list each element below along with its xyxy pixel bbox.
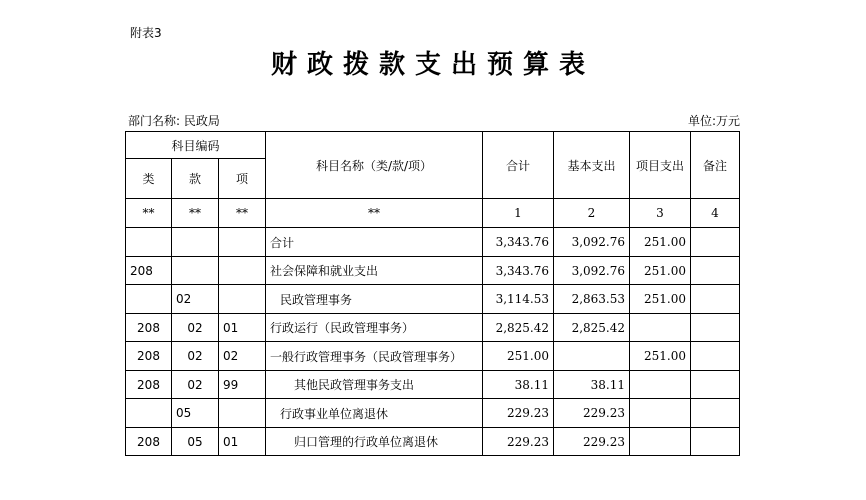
cell-kuan: ** bbox=[172, 199, 219, 228]
page-title: 财政拨款支出预算表 bbox=[270, 50, 595, 80]
cell-xiang: 01 bbox=[219, 428, 266, 456]
attachment-label: 附表3 bbox=[130, 26, 162, 40]
cell-kuan: 05 bbox=[172, 428, 219, 456]
index-row bbox=[126, 199, 740, 228]
cell-basic: 2,863.53 bbox=[554, 285, 630, 314]
cell-kuan: 02 bbox=[172, 285, 219, 314]
cell-total: 229.23 bbox=[483, 428, 554, 456]
cell-remark bbox=[691, 399, 740, 428]
cell-xiang bbox=[219, 228, 266, 257]
cell-project bbox=[630, 399, 691, 428]
cell-project: 3 bbox=[630, 199, 691, 228]
cell-lei bbox=[126, 399, 172, 428]
cell-lei: 208 bbox=[126, 257, 172, 285]
cell-xiang: 01 bbox=[219, 314, 266, 342]
cell-project: 251.00 bbox=[630, 342, 691, 371]
table-row bbox=[126, 314, 740, 342]
cell-name: 民政管理事务 bbox=[266, 285, 483, 314]
cell-lei: 208 bbox=[126, 314, 172, 342]
budget-table bbox=[125, 131, 740, 456]
cell-xiang bbox=[219, 399, 266, 428]
cell-total: 3,114.53 bbox=[483, 285, 554, 314]
unit-label: 单位:万元 bbox=[687, 114, 740, 128]
cell-lei: 208 bbox=[126, 342, 172, 371]
table-row bbox=[126, 399, 740, 428]
cell-project: 251.00 bbox=[630, 285, 691, 314]
cell-total: 251.00 bbox=[483, 342, 554, 371]
table-row bbox=[126, 257, 740, 285]
department-name: 部门名称: 民政局 bbox=[128, 114, 220, 128]
header-xiang: 项 bbox=[219, 159, 266, 199]
cell-lei: 208 bbox=[126, 371, 172, 399]
cell-project: 251.00 bbox=[630, 257, 691, 285]
cell-xiang: 02 bbox=[219, 342, 266, 371]
cell-xiang: ** bbox=[219, 199, 266, 228]
cell-kuan: 02 bbox=[172, 342, 219, 371]
cell-name: 一般行政管理事务（民政管理事务） bbox=[266, 342, 483, 371]
cell-remark bbox=[691, 285, 740, 314]
table-row bbox=[126, 342, 740, 371]
header-total: 合计 bbox=[483, 132, 554, 199]
table-row bbox=[126, 285, 740, 314]
cell-total: 1 bbox=[483, 199, 554, 228]
cell-kuan bbox=[172, 257, 219, 285]
cell-kuan: 02 bbox=[172, 371, 219, 399]
cell-name: 合计 bbox=[266, 228, 483, 257]
table-row bbox=[126, 428, 740, 456]
cell-basic: 3,092.76 bbox=[554, 228, 630, 257]
cell-basic: 3,092.76 bbox=[554, 257, 630, 285]
cell-total: 3,343.76 bbox=[483, 257, 554, 285]
header-name: 科目名称（类/款/项） bbox=[266, 132, 483, 199]
cell-lei: 208 bbox=[126, 428, 172, 456]
table-row bbox=[126, 371, 740, 399]
cell-lei bbox=[126, 285, 172, 314]
cell-basic: 2 bbox=[554, 199, 630, 228]
cell-basic: 229.23 bbox=[554, 428, 630, 456]
cell-xiang bbox=[219, 285, 266, 314]
cell-basic bbox=[554, 342, 630, 371]
cell-name: 社会保障和就业支出 bbox=[266, 257, 483, 285]
cell-basic: 38.11 bbox=[554, 371, 630, 399]
cell-remark: 4 bbox=[691, 199, 740, 228]
cell-name: 行政运行（民政管理事务） bbox=[266, 314, 483, 342]
header-code-group: 科目编码 bbox=[126, 132, 266, 159]
cell-basic: 229.23 bbox=[554, 399, 630, 428]
cell-remark bbox=[691, 257, 740, 285]
cell-kuan: 02 bbox=[172, 314, 219, 342]
cell-remark bbox=[691, 314, 740, 342]
cell-name: ** bbox=[266, 199, 483, 228]
cell-name: 归口管理的行政单位离退休 bbox=[266, 428, 483, 456]
cell-remark bbox=[691, 371, 740, 399]
cell-total: 3,343.76 bbox=[483, 228, 554, 257]
cell-basic: 2,825.42 bbox=[554, 314, 630, 342]
cell-project: 251.00 bbox=[630, 228, 691, 257]
header-basic: 基本支出 bbox=[554, 132, 630, 199]
header-remark: 备注 bbox=[691, 132, 740, 199]
cell-project bbox=[630, 314, 691, 342]
header-lei: 类 bbox=[126, 159, 172, 199]
cell-xiang: 99 bbox=[219, 371, 266, 399]
cell-remark bbox=[691, 428, 740, 456]
cell-total: 229.23 bbox=[483, 399, 554, 428]
header-project: 项目支出 bbox=[630, 132, 691, 199]
cell-lei: ** bbox=[126, 199, 172, 228]
cell-name: 行政事业单位离退休 bbox=[266, 399, 483, 428]
cell-total: 2,825.42 bbox=[483, 314, 554, 342]
cell-name: 其他民政管理事务支出 bbox=[266, 371, 483, 399]
cell-lei bbox=[126, 228, 172, 257]
cell-kuan: 05 bbox=[172, 399, 219, 428]
table-row bbox=[126, 228, 740, 257]
cell-xiang bbox=[219, 257, 266, 285]
cell-remark bbox=[691, 228, 740, 257]
header-kuan: 款 bbox=[172, 159, 219, 199]
cell-kuan bbox=[172, 228, 219, 257]
cell-project bbox=[630, 428, 691, 456]
cell-remark bbox=[691, 342, 740, 371]
cell-total: 38.11 bbox=[483, 371, 554, 399]
cell-project bbox=[630, 371, 691, 399]
